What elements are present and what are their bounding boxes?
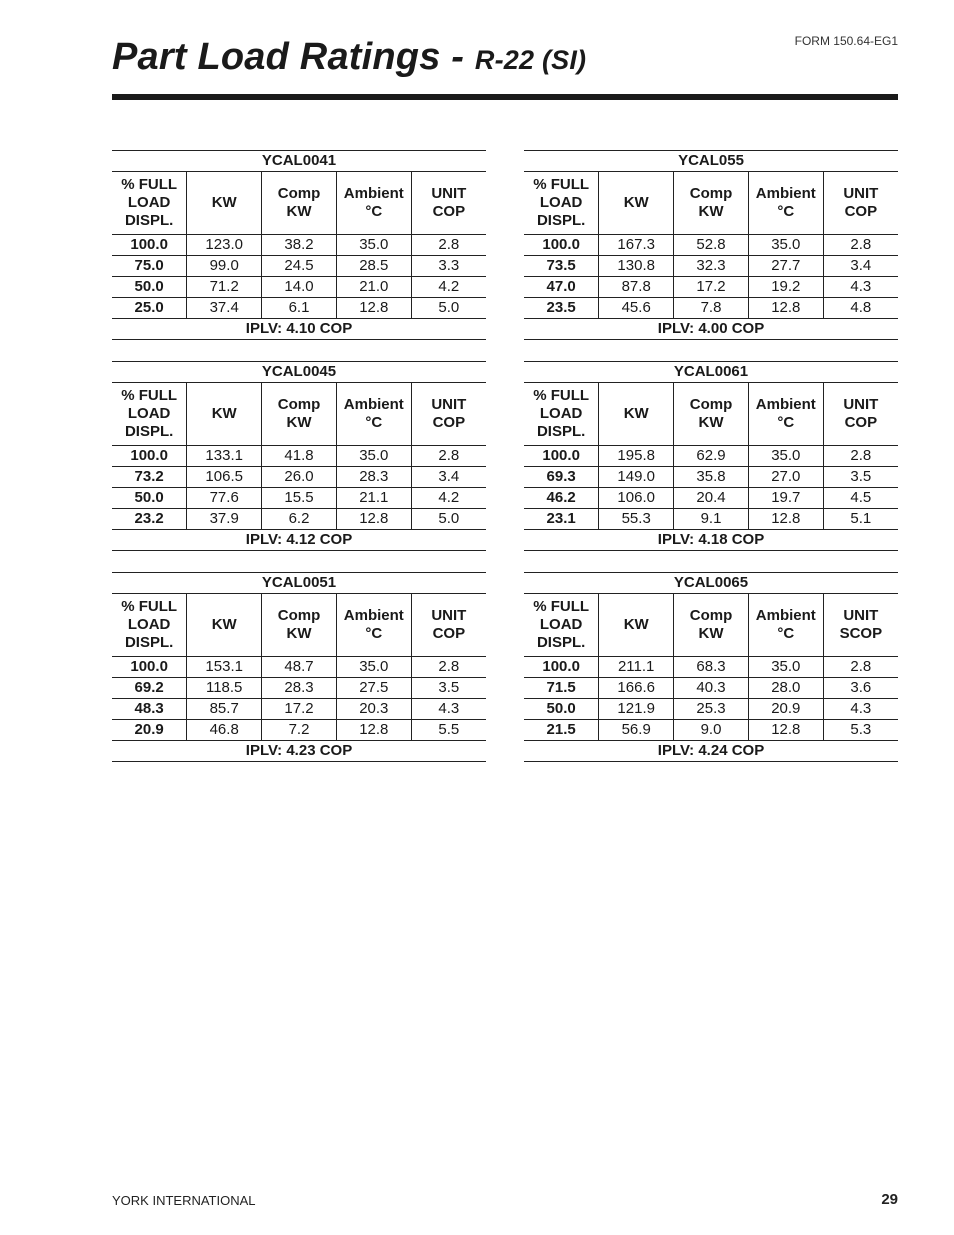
table-row: 48.3 85.7 17.2 20.3 4.3 xyxy=(112,699,486,720)
table-row: 23.5 45.6 7.8 12.8 4.8 xyxy=(524,298,898,319)
col-header-ambient: Ambient °C xyxy=(748,383,823,446)
col-header-unit-cop: UNIT COP xyxy=(823,172,898,235)
col-header-pct-load: % FULL LOAD DISPL. xyxy=(524,383,599,446)
table-row: 100.0 133.1 41.8 35.0 2.8 xyxy=(112,446,486,467)
col-header-pct-load: % FULL LOAD DISPL. xyxy=(112,172,187,235)
table-row: 69.3 149.0 35.8 27.0 3.5 xyxy=(524,467,898,488)
col-header-comp-kw: Comp KW xyxy=(262,594,337,657)
rating-table xyxy=(112,361,486,551)
iplv-rating: IPLV: 4.24 COP xyxy=(524,741,898,762)
model-name: YCAL055 xyxy=(524,151,898,172)
col-header-kw: KW xyxy=(187,172,262,235)
table-row: 25.0 37.4 6.1 12.8 5.0 xyxy=(112,298,486,319)
page-title-main: Part Load Ratings - xyxy=(112,36,475,78)
col-header-unit-cop: UNIT COP xyxy=(823,383,898,446)
col-header-ambient: Ambient °C xyxy=(748,594,823,657)
table-row: 100.0 167.3 52.8 35.0 2.8 xyxy=(524,235,898,256)
iplv-rating: IPLV: 4.12 COP xyxy=(112,530,486,551)
form-number: FORM 150.64-EG1 xyxy=(794,34,898,48)
col-header-comp-kw: Comp KW xyxy=(674,594,749,657)
table-row: 23.2 37.9 6.2 12.8 5.0 xyxy=(112,509,486,530)
table-row: 20.9 46.8 7.2 12.8 5.5 xyxy=(112,720,486,741)
footer-company: YORK INTERNATIONAL xyxy=(112,1193,256,1208)
col-header-pct-load: % FULL LOAD DISPL. xyxy=(112,594,187,657)
col-header-pct-load: % FULL LOAD DISPL. xyxy=(524,172,599,235)
table-row: 23.1 55.3 9.1 12.8 5.1 xyxy=(524,509,898,530)
page-title-sub: R-22 (SI) xyxy=(474,45,587,75)
table-row: 69.2 118.5 28.3 27.5 3.5 xyxy=(112,678,486,699)
table-row: 75.0 99.0 24.5 28.5 3.3 xyxy=(112,256,486,277)
iplv-rating: IPLV: 4.00 COP xyxy=(524,319,898,340)
table-row: 100.0 211.1 68.3 35.0 2.8 xyxy=(524,657,898,678)
model-name: YCAL0051 xyxy=(112,573,486,594)
col-header-comp-kw: Comp KW xyxy=(674,172,749,235)
table-row: 73.2 106.5 26.0 28.3 3.4 xyxy=(112,467,486,488)
table-row: 71.5 166.6 40.3 28.0 3.6 xyxy=(524,678,898,699)
rating-table xyxy=(524,572,898,762)
col-header-kw: KW xyxy=(599,383,674,446)
col-header-comp-kw: Comp KW xyxy=(674,383,749,446)
col-header-ambient: Ambient °C xyxy=(748,172,823,235)
iplv-rating: IPLV: 4.23 COP xyxy=(112,741,486,762)
ratings-tables-grid xyxy=(112,150,898,762)
col-header-unit-cop: UNIT SCOP xyxy=(823,594,898,657)
col-header-ambient: Ambient °C xyxy=(336,594,411,657)
table-row: 50.0 121.9 25.3 20.9 4.3 xyxy=(524,699,898,720)
table-row: 100.0 153.1 48.7 35.0 2.8 xyxy=(112,657,486,678)
col-header-ambient: Ambient °C xyxy=(336,172,411,235)
iplv-rating: IPLV: 4.10 COP xyxy=(112,319,486,340)
table-row: 100.0 123.0 38.2 35.0 2.8 xyxy=(112,235,486,256)
table-row: 46.2 106.0 20.4 19.7 4.5 xyxy=(524,488,898,509)
model-name: YCAL0041 xyxy=(112,151,486,172)
table-row: 73.5 130.8 32.3 27.7 3.4 xyxy=(524,256,898,277)
col-header-comp-kw: Comp KW xyxy=(262,383,337,446)
col-header-pct-load: % FULL LOAD DISPL. xyxy=(112,383,187,446)
col-header-unit-cop: UNIT COP xyxy=(411,172,486,235)
col-header-kw: KW xyxy=(187,383,262,446)
table-row: 47.0 87.8 17.2 19.2 4.3 xyxy=(524,277,898,298)
col-header-kw: KW xyxy=(599,172,674,235)
col-header-ambient: Ambient °C xyxy=(336,383,411,446)
model-name: YCAL0065 xyxy=(524,573,898,594)
table-row: 50.0 71.2 14.0 21.0 4.2 xyxy=(112,277,486,298)
col-header-pct-load: % FULL LOAD DISPL. xyxy=(524,594,599,657)
table-row: 21.5 56.9 9.0 12.8 5.3 xyxy=(524,720,898,741)
rating-table xyxy=(524,361,898,551)
model-name: YCAL0061 xyxy=(524,362,898,383)
col-header-comp-kw: Comp KW xyxy=(262,172,337,235)
page-title xyxy=(112,36,586,79)
col-header-unit-cop: UNIT COP xyxy=(411,383,486,446)
table-row: 50.0 77.6 15.5 21.1 4.2 xyxy=(112,488,486,509)
iplv-rating: IPLV: 4.18 COP xyxy=(524,530,898,551)
col-header-kw: KW xyxy=(187,594,262,657)
title-rule xyxy=(112,94,898,100)
model-name: YCAL0045 xyxy=(112,362,486,383)
table-row: 100.0 195.8 62.9 35.0 2.8 xyxy=(524,446,898,467)
rating-table xyxy=(112,150,486,340)
rating-table xyxy=(112,572,486,762)
col-header-kw: KW xyxy=(599,594,674,657)
rating-table xyxy=(524,150,898,340)
col-header-unit-cop: UNIT COP xyxy=(411,594,486,657)
page-number: 29 xyxy=(881,1191,898,1208)
